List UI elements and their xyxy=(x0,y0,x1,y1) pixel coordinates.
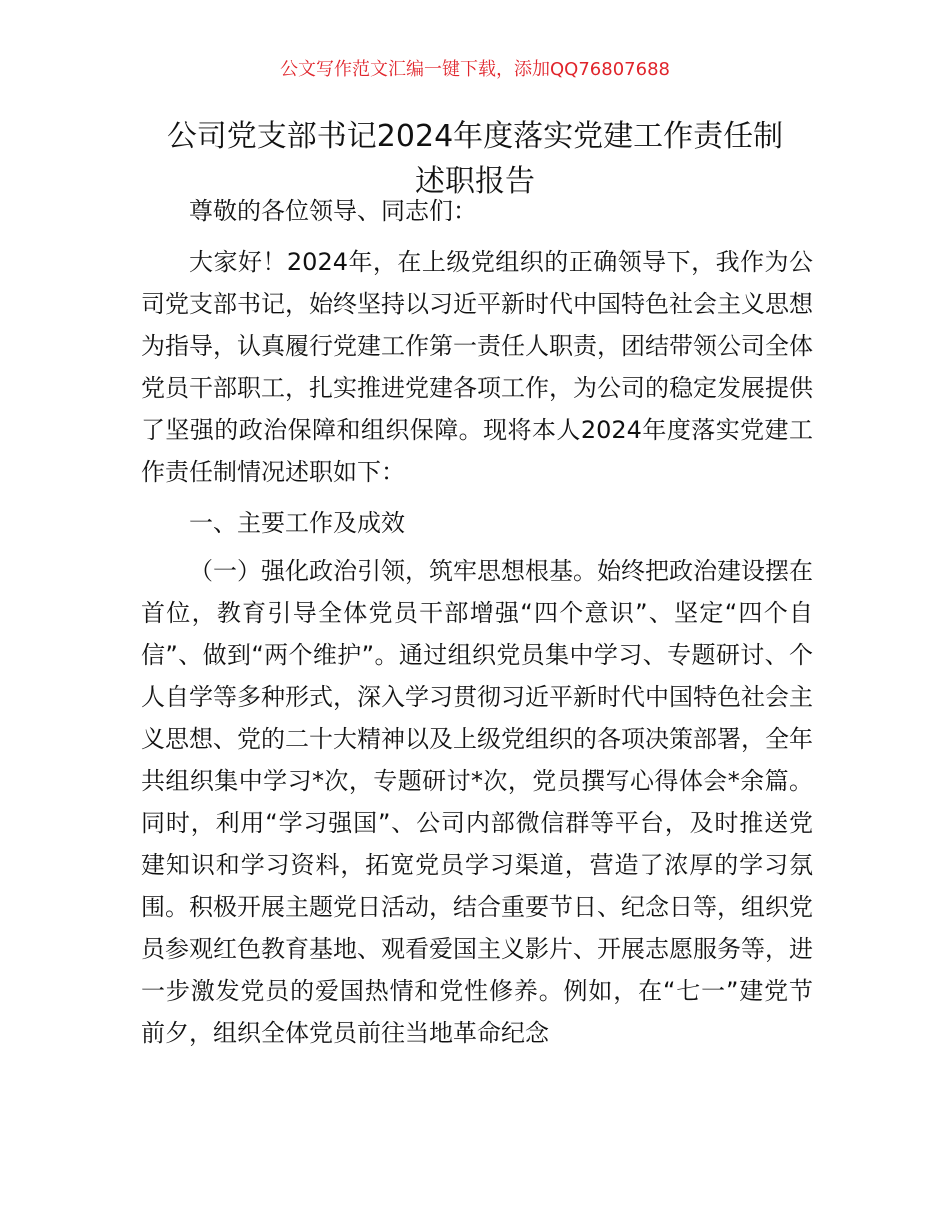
download-watermark: 公文写作范文汇编一键下载，添加QQ76807688 xyxy=(280,59,670,80)
title-line-1: 公司党支部书记2024年度落实党建工作责任制 xyxy=(166,119,784,154)
salutation: 尊敬的各位领导、同志们： xyxy=(189,197,477,225)
intro-paragraph: 大家好！2024年，在上级党组织的正确领导下，我作为公司党支部书记，始终坚持以习近平新时代中国特色社会主义思想为指导，认真履行党建工作第一责任人职责，团结带领公司全体党员干部职工，扎实推进党建各项工作，为公司的稳定发展提供了坚强的政治保障和组织保障。现将本人2024年度落实党建工作责任制情况述职如下： xyxy=(141,248,813,486)
section-heading: 一、主要工作及成效 xyxy=(189,509,405,537)
document-body xyxy=(141,190,813,1063)
section-paragraph: （一）强化政治引领，筑牢思想根基。始终把政治建设摆在首位，教育引导全体党员干部增强“四个意识”、坚定“四个自信”、做到“两个维护”。通过组织党员集中学习、专题研讨、个人自学等多种形式，深入学习贯彻习近平新时代中国特色社会主义思想、党的二十大精神以及上级党组织的各项决策部署，全年共组织集中学习*次，专题研讨*次，党员撰写心得体会*余篇。同时，利用“学习强国”、公司内部微信群等平台，及时推送党建知识和学习资料，拓宽党员学习渠道，营造了浓厚的学习氛围。积极开展主题党日活动，结合重要节日、纪念日等，组织党员参观红色教育基地、观看爱国主义影片、开展志愿服务等，进一步激发党员的爱国热情和党性修养。例如，在“七一”建党节前夕，组织全体党员前往当地革命纪念 xyxy=(141,557,813,1047)
title-line-2: 述职报告 xyxy=(415,164,535,199)
